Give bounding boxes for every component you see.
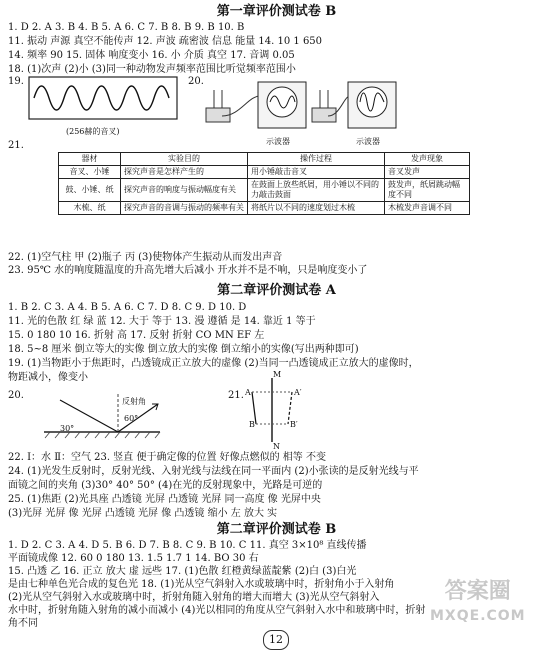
angle-30-label: 30°: [60, 424, 75, 433]
q19-number: 19.: [8, 76, 24, 87]
answer-line: 24. (1)光发生反射时，反射光线、入射光线与法线在同一平面内 (2)小张读的是反射光线与平: [8, 466, 419, 477]
table-row: [59, 179, 470, 202]
answer-line: 14. 频率 90 15. 固体 响度变小 16. 小 介质 真空 17. 音调 0.05: [8, 50, 295, 61]
oscilloscope-figure: [200, 76, 400, 138]
answer-line: 1. D 2. C 3. A 4. D 5. B 6. D 7. B 8. C 9. B 10. C 11. 真空 3×10⁸ 直线传播: [8, 540, 367, 551]
table-cell: 木梳、纸: [59, 202, 121, 215]
page-number: 12: [263, 630, 289, 650]
table-cell: 探究声音的响度与振动幅度有关: [121, 179, 248, 202]
table-cell: 木梳发声音调不同: [385, 202, 470, 215]
table-cell: 探究声音是怎样产生的: [121, 166, 248, 179]
label-m: M: [273, 370, 282, 379]
table-header: 操作过程: [248, 153, 385, 166]
answer-line: (2)光从空气斜射入水或玻璃中时，折射角随入射角的增大而增大 (3)光从空气斜射入: [8, 592, 380, 603]
section-title-2: 第二章评价测试卷 A: [217, 283, 336, 298]
q20-number: 20.: [8, 390, 24, 401]
answer-line: 平面镜成像 12. 60 0 180 13. 1.5 1.7 1 14. BO 30 右: [8, 553, 259, 564]
answer-line: 19. (1)当物距小于焦距时，凸透镜成正立放大的虚像 (2)当同一凸透镜成正立放大的虚像时，: [8, 358, 419, 369]
answer-line: 11. 光的色散 红 绿 蓝 12. 大于 等于 13. 漫 遵循 是 14. 靠近 1 等于: [8, 316, 316, 327]
q21-number: 21.: [8, 140, 24, 151]
label-b: B: [249, 420, 255, 429]
section-title-3: 第二章评价测试卷 B: [216, 522, 337, 537]
answer-line: 1. D 2. A 3. B 4. B 5. A 6. C 7. B 8. B 9. B 10. B: [8, 22, 245, 33]
answer-line: 角不同: [8, 618, 38, 629]
table-row: [59, 202, 470, 215]
answer-line: 1. B 2. C 3. A 4. B 5. A 6. C 7. D 8. C 9. D 10. D: [8, 302, 247, 313]
table-cell: 探究声音的音调与振动的频率有关: [121, 202, 248, 215]
oscilloscope-caption-1: 示波器: [266, 137, 290, 146]
answer-line: 22. Ⅰ：水 Ⅱ：空气 23. 竖直 便于确定像的位置 好像点燃似的 相等 不变: [8, 452, 326, 463]
watermark-main: 答案圈: [444, 579, 511, 604]
q21-number: 21.: [228, 390, 244, 401]
answer-line: 15. 0 180 10 16. 折射 高 17. 反射 折射 CO MN EF 左: [8, 330, 265, 341]
answer-line: 面镜之间的夹角 (3)30° 40° 50° (4)在光的反射现象中，光路是可逆的: [8, 480, 323, 491]
table-header: 器材: [59, 153, 121, 166]
label-n: N: [273, 442, 280, 451]
answer-line: 22. (1)空气柱 甲 (2)瓶子 丙 (3)使物体产生振动从而发出声音: [8, 252, 283, 263]
label-a: A: [245, 388, 251, 397]
table-header: 实验目的: [121, 153, 248, 166]
answer-line: 物距减小，像变小: [8, 372, 88, 383]
answer-line: 23. 95℃ 水的响度随温度的升高先增大后减小 开水并不是不响，只是响度变小了: [8, 265, 368, 276]
watermark-sub: MXQE.COM: [430, 608, 526, 624]
table-cell: 鼓发声，纸屑跳动幅度不同: [385, 179, 470, 202]
table-cell: 将纸片以不同的速度划过木梳: [248, 202, 385, 215]
table-header: 发声现象: [385, 153, 470, 166]
table-cell: 用小锤敲击音叉: [248, 166, 385, 179]
oscilloscope-caption-2: 示波器: [356, 137, 380, 146]
table-row: [59, 166, 470, 179]
answer-line: 是由七种单色光合成的复色光 18. (1)光从空气斜射入水或玻璃中时，折射角小于入射角: [8, 579, 395, 590]
answer-line: (3)光屏 光屏 像 光屏 凸透镜 光屏 像 凸透镜 缩小 左 放大 实: [8, 508, 278, 519]
watermark: [430, 580, 526, 628]
table-header-row: [59, 153, 470, 166]
table-cell: 鼓、小锤、纸: [59, 179, 121, 202]
answer-line: 18. 5~8 厘米 倒立等大的实像 倒立放大的实像 倒立缩小的实像(写出两种即可): [8, 344, 359, 355]
tuning-fork-caption: (256赫的音叉): [66, 127, 120, 136]
answer-line: 11. 振动 声源 真空不能传声 12. 声波 疏密波 信息 能量 14. 10 1 650: [8, 36, 323, 47]
label-b-prime: B′: [290, 420, 298, 429]
experiment-table: [58, 152, 470, 215]
section-title-1: 第一章评价测试卷 B: [216, 4, 337, 19]
angle-60-label: 60°: [124, 414, 139, 423]
answer-line: 18. (1)次声 (2)小 (3)同一种动物发声频率范围比听觉频率范围小: [8, 64, 296, 75]
table-cell: 音叉发声: [385, 166, 470, 179]
reflection-angle-label: 反射角: [122, 397, 146, 406]
answer-line: 15. 凸透 乙 16. 正立 放大 虚 远些 17. (1)色散 红橙黄绿蓝靛紫 (2)白 (3)白光: [8, 566, 357, 577]
table-cell: 音叉、小锤: [59, 166, 121, 179]
q20-number: 20.: [188, 76, 204, 87]
label-a-prime: A′: [294, 388, 302, 397]
answer-line: 水中时，折射角随入射角的减小而减小 (4)光以相同的角度从空气斜射入水中和玻璃中时，折射: [8, 605, 426, 616]
sine-wave-figure: [28, 76, 178, 120]
mirror-figure: [242, 376, 312, 444]
answer-line: 25. (1)焦距 (2)光具座 凸透镜 光屏 凸透镜 光屏 同一高度 像 光屏中央: [8, 494, 321, 505]
table-cell: 在鼓面上放些纸屑，用小锤以不同的力敲击鼓面: [248, 179, 385, 202]
